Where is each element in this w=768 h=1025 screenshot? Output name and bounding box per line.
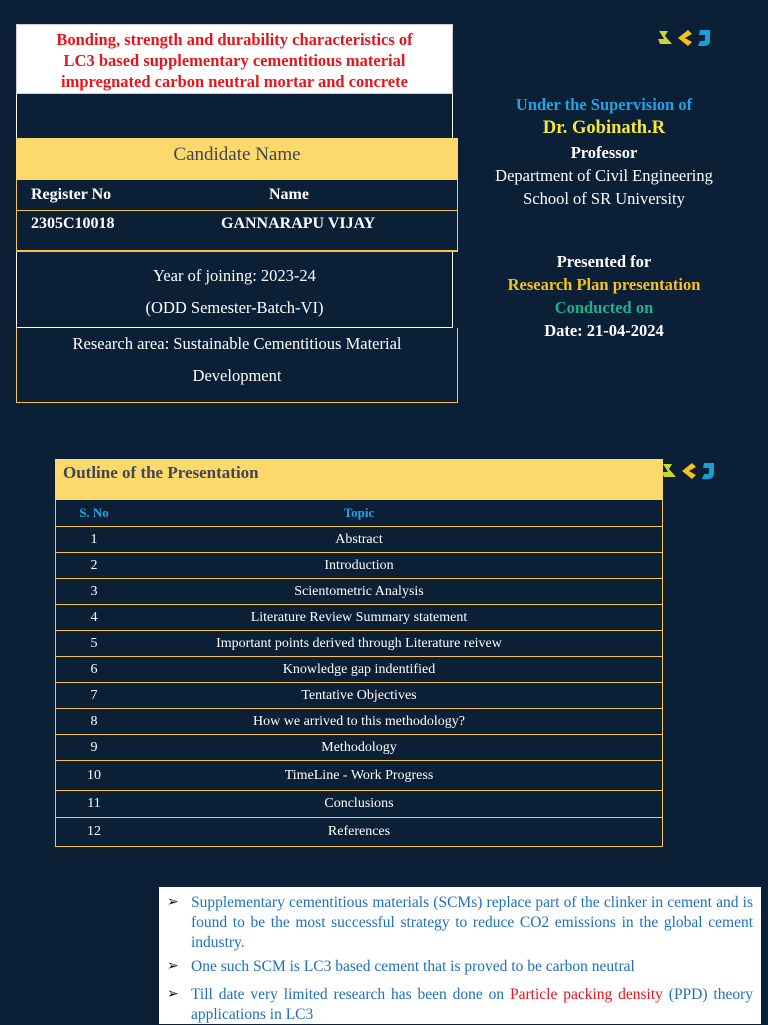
candidate-table [16,180,458,252]
outline-title: Outline of the Presentation [55,459,663,500]
year-of-joining: Year of joining: 2023-24 [153,266,316,285]
conducted-on: Conducted on [554,298,654,317]
school: School of SR University [523,189,685,208]
semester: (ODD Semester-Batch-VI) [145,298,324,317]
title-line: impregnated carbon neutral mortar and concrete [61,72,408,91]
bullet-text [191,985,753,1025]
row-topic: References [327,824,391,839]
row-sno: 5 [90,635,98,651]
presentation-type: Research Plan presentation [507,275,701,294]
row-topic: Literature Review Summary statement [250,609,468,625]
row-topic: Introduction [324,557,394,573]
row-sno: 2 [90,557,98,573]
thesis-title [16,24,453,94]
col-topic: Topic [343,505,375,520]
research-area [16,328,458,403]
col-sno: S. No [79,505,109,520]
row-topic: TimeLine - Work Progress [284,767,434,783]
table-row [56,553,662,579]
row-sno: 8 [90,713,98,729]
university-logo-icon [660,459,722,483]
supervision-label: Under the Supervision of [515,95,693,114]
row-sno: 11 [87,796,101,811]
research-area-line: Research area: Sustainable Cementitious Material [72,334,402,353]
candidate-table-header-row [17,180,457,211]
outline-header-row [56,500,662,527]
row-topic: Methodology [321,739,397,755]
outline-table [55,500,663,847]
designation: Professor [570,143,638,162]
university-logo-icon [656,26,718,50]
register-label: Register No [31,186,112,203]
bullet-text-part: (PPD) theory applications in LC3 [191,986,753,1023]
row-sno: 9 [90,739,98,755]
table-row [56,735,662,761]
row-sno: 3 [90,583,98,599]
candidate-header: Candidate Name [16,138,458,180]
row-topic: Conclusions [324,796,394,811]
register-number: 2305C10018 [31,215,115,232]
row-sno: 6 [90,661,98,677]
table-row [56,657,662,683]
table-row [56,605,662,631]
arrow-bullet-icon: ➢ [167,987,179,1002]
presentation-date: Date: 21-04-2024 [544,321,664,340]
department: Department of Civil Engineering [495,166,713,185]
bullet-text-part: Till date very limited research has been done on [191,986,511,1003]
row-topic: Scientometric Analysis [294,583,424,599]
year-block [16,252,453,328]
presented-for: Presented for [556,252,652,271]
row-sno: 12 [87,824,101,839]
row-topic: Abstract [335,531,383,547]
table-row [56,683,662,709]
abstract-slide [159,887,761,1024]
row-topic: Tentative Objectives [301,687,417,703]
candidate-table-row [17,211,457,251]
table-row [56,631,662,657]
candidate-name: GANNARAPU VIJAY [221,215,376,232]
table-row [56,527,662,553]
name-label: Name [269,186,309,203]
bullet-item [167,957,753,977]
table-row [56,579,662,605]
table-row [56,761,662,791]
arrow-bullet-icon: ➢ [167,895,179,910]
bullet-text: One such SCM is LC3 based cement that is proved to be carbon neutral [191,958,635,975]
bullet-item [167,985,753,1025]
supervision-panel [470,93,738,342]
row-sno: 7 [90,687,98,703]
row-topic: Important points derived through Literature reivew [216,635,502,651]
row-topic: How we arrived to this methodology? [253,713,465,729]
highlighted-term: Particle packing density [510,986,663,1003]
table-row [56,791,662,818]
title-line: LC3 based supplementary cementitious material [63,51,406,70]
row-topic: Knowledge gap indentified [282,661,436,677]
table-row [56,709,662,735]
title-spacer [16,94,453,138]
title-line: Bonding, strength and durability characteristics of [56,30,413,49]
row-sno: 1 [90,531,98,547]
table-row [56,818,662,846]
arrow-bullet-icon: ➢ [167,959,179,974]
row-sno: 10 [87,767,101,783]
supervisor-name: Dr. Gobinath.R [542,118,666,138]
row-sno: 4 [90,609,98,625]
bullet-text: Supplementary cementitious materials (SCMs) replace part of the clinker in cement and is found to be the most successful strategy to reduce CO2 emissions in the global cement industry. [191,894,753,951]
bullet-item [167,893,753,953]
research-area-line: Development [192,366,282,385]
